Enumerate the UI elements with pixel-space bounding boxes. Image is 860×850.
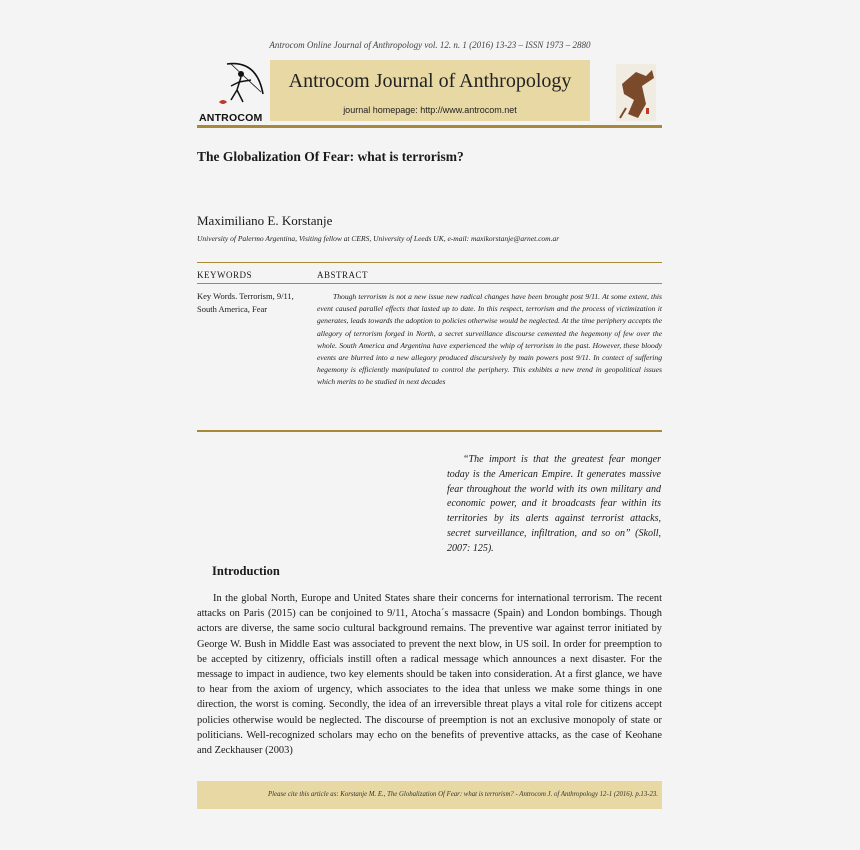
abstract-heading: ABSTRACT [317, 270, 369, 280]
abstract-end-rule [197, 430, 662, 432]
citation-bar [197, 781, 662, 809]
epigraph-quote: “The import is that the greatest fear monger today is the American Empire. It generates massive fear throughout the world with its own military and economic power, and it broadcasts fear within its territories by its alerts against terrorist attacks, secret surveillance, infiltration, and so on” (Skoll, 2007: 125). [447, 454, 661, 554]
citation-text: Please cite this article as: Korstanje M. E., The Globalization Of Fear: what is terrorism? - Antrocom J. of Anthropology 12-1 (2016). p.13-23. [268, 791, 658, 798]
keywords-top-rule [197, 262, 662, 263]
cover-thumbnail [616, 64, 656, 121]
antrocom-logo [197, 58, 269, 124]
journal-title: Antrocom Journal of Anthropology [288, 70, 572, 92]
author-affiliation: University of Palermo Argentina, Visiting fellow at CERS, University of Leeds UK, e-mail: maxikorstanje@arnet.com.ar [197, 234, 560, 243]
keywords-text: Key Words. Terrorism, 9/11, South America, Fear [197, 291, 294, 314]
keywords-heading: KEYWORDS [197, 270, 252, 280]
header-rule [197, 125, 662, 128]
cave-art-icon [616, 64, 656, 121]
journal-homepage[interactable]: journal homepage: http://www.antrocom.net [343, 105, 517, 115]
keywords-bottom-rule [197, 283, 662, 284]
running-head: Antrocom Online Journal of Anthropology vol. 12. n. 1 (2016) 13-23 – ISSN 1973 – 2880 [269, 40, 591, 50]
journal-banner [270, 60, 590, 121]
introduction-paragraph: In the global North, Europe and United States share their concerns for international terrorism. The recent attacks on Paris (2015) can be conjoined to 9/11, Atocha´s massacre (Spain) and London bombings. Though actors are diverse, the same socio cultural background remains. The preventive war against terror initiated by George W. Bush in Middle East was associated to prevent the next blow, in US soil. In order for preemption to be accepted by citizenry, officials instill often a radical message which announces a next disaster. For the message to impact in audience, two key elements should be taken into consideration. At a first glance, we have to hear from the axiom of urgency, which associates to the idea that unless we make some things in one direction, the worst is coming. Secondly, the idea of an irreversible threat plays a vital role for citizens accept policies otherwise would be neglected. The discourse of preemption is not an exclusive monopoly of state or politicians. Well-recognized scholars may echo on the benefits of preventive attacks, as the case of Keohane and Zeckhauser (2003) [197, 593, 662, 757]
author-name: Maximiliano E. Korstanje [197, 213, 333, 228]
section-heading-introduction: Introduction [212, 564, 280, 578]
paper-title: The Globalization Of Fear: what is terrorism? [197, 149, 464, 164]
abstract-text: Though terrorism is not a new issue new radical changes have been brought post 9/11. At some extent, this event caused parallel effects that lasted up to date. In this respect, terrorism and the process of victimization it generates, leads towards the adoption to policies otherwise would be neglected. At the time periphery accepts the allegory of terrorism forged in North, a secret surveillance discourse cemented the hegemony of few over the whole. South America and Argentina have experienced the whip of terrorism in the past. However, these bloody events are blurred into a new allegory produced discursively by main powers post 9/11. In contect of suffering hegemony is efficiently manipulated to control the periphery. This exhibits a new trend in geopolitical issues which merits to be studied in next decades [317, 292, 662, 387]
logo-wordmark: ANTROCOM [199, 112, 263, 124]
